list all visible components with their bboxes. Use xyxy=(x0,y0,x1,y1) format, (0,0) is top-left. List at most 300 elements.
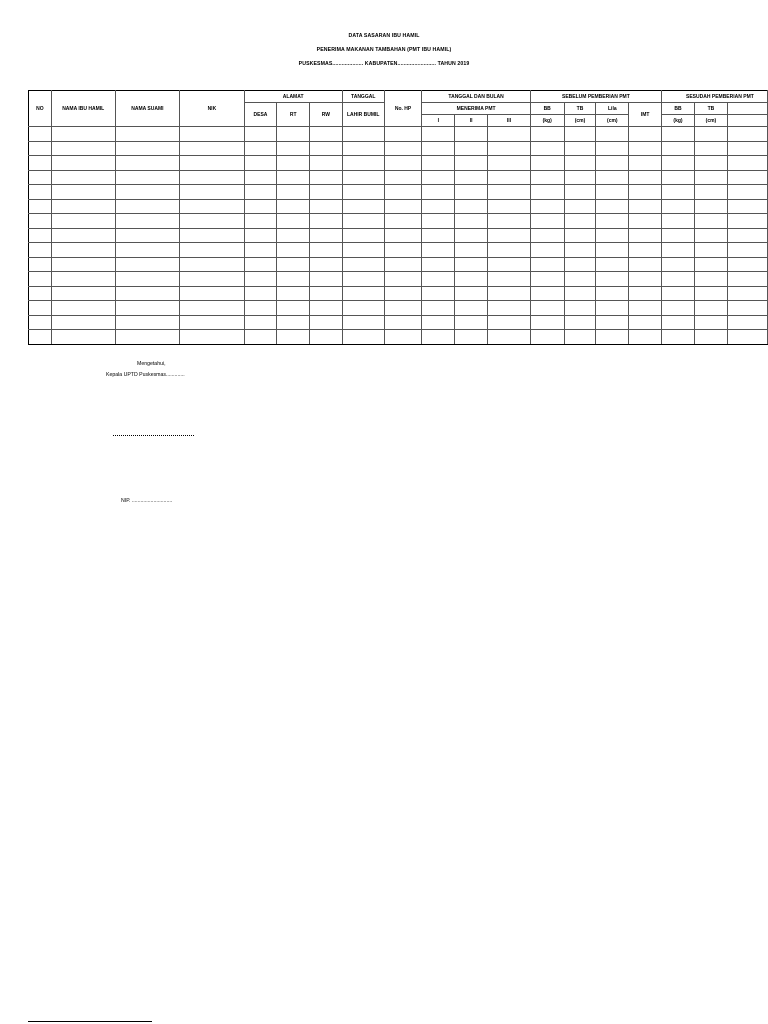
table-cell xyxy=(694,243,727,258)
table-cell xyxy=(180,272,244,287)
table-row xyxy=(29,257,768,272)
table-cell xyxy=(530,214,564,229)
table-cell xyxy=(662,286,695,301)
table-cell xyxy=(488,141,531,156)
table-cell xyxy=(488,228,531,243)
table-cell xyxy=(662,243,695,258)
table-cell xyxy=(115,315,180,330)
table-cell xyxy=(277,185,310,200)
header-unit-cm-tb-after: (cm) xyxy=(694,115,727,127)
table-cell xyxy=(422,214,455,229)
table-cell xyxy=(244,272,277,287)
header-desa: DESA xyxy=(244,103,277,127)
table-cell xyxy=(51,170,115,185)
table-cell xyxy=(244,257,277,272)
table-cell xyxy=(564,199,596,214)
table-cell xyxy=(384,272,422,287)
table-cell xyxy=(662,156,695,171)
table-cell xyxy=(727,228,767,243)
table-cell xyxy=(530,272,564,287)
table-cell xyxy=(596,315,629,330)
table-cell xyxy=(244,315,277,330)
table-cell xyxy=(530,141,564,156)
table-cell xyxy=(180,127,244,142)
table-cell xyxy=(29,228,52,243)
table-cell xyxy=(277,199,310,214)
table-cell xyxy=(29,156,52,171)
table-cell xyxy=(455,301,488,316)
table-cell xyxy=(115,272,180,287)
table-cell xyxy=(115,243,180,258)
table-cell xyxy=(694,257,727,272)
table-cell xyxy=(629,315,662,330)
title-sub: PENERIMA MAKANAN TAMBAHAN (PMT IBU HAMIL) xyxy=(316,47,452,53)
signature-nip: NIP. ............................ xyxy=(121,498,173,504)
table-cell xyxy=(530,185,564,200)
header-no-hp: No. HP xyxy=(384,91,422,127)
table-cell xyxy=(277,156,310,171)
table-row xyxy=(29,214,768,229)
table-cell xyxy=(277,228,310,243)
table-cell xyxy=(29,199,52,214)
table-cell xyxy=(310,315,343,330)
table-cell xyxy=(310,228,343,243)
table-cell xyxy=(277,301,310,316)
header-sebelum-pemberian-pmt: SEBELUM PEMBERIAN PMT xyxy=(530,91,661,103)
table-cell xyxy=(694,214,727,229)
table-cell xyxy=(51,127,115,142)
header-rw: RW xyxy=(310,103,343,127)
table-cell xyxy=(727,243,767,258)
table-cell xyxy=(244,170,277,185)
table-cell xyxy=(180,228,244,243)
table-row xyxy=(29,272,768,287)
table-cell xyxy=(455,185,488,200)
table-cell xyxy=(596,228,629,243)
table-row xyxy=(29,199,768,214)
table-cell xyxy=(244,228,277,243)
table-row xyxy=(29,170,768,185)
table-cell xyxy=(51,286,115,301)
table-cell xyxy=(629,170,662,185)
table-cell xyxy=(694,199,727,214)
table-cell xyxy=(727,156,767,171)
table-cell xyxy=(180,243,244,258)
table-cell xyxy=(115,330,180,345)
table-cell xyxy=(564,315,596,330)
table-cell xyxy=(51,214,115,229)
table-body xyxy=(29,127,768,345)
table-cell xyxy=(596,301,629,316)
table-cell xyxy=(629,257,662,272)
header-rt: RT xyxy=(277,103,310,127)
table-cell xyxy=(422,243,455,258)
table-cell xyxy=(455,156,488,171)
table-cell xyxy=(455,272,488,287)
table-cell xyxy=(342,214,384,229)
table-cell xyxy=(694,156,727,171)
table-cell xyxy=(662,330,695,345)
table-cell xyxy=(384,301,422,316)
table-cell xyxy=(694,170,727,185)
table-cell xyxy=(115,214,180,229)
table-cell xyxy=(29,301,52,316)
table-cell xyxy=(629,185,662,200)
table-cell xyxy=(51,185,115,200)
table-cell xyxy=(564,286,596,301)
table-cell xyxy=(51,315,115,330)
table-cell xyxy=(51,301,115,316)
table-cell xyxy=(29,243,52,258)
table-cell xyxy=(342,301,384,316)
table-cell xyxy=(384,185,422,200)
table-cell xyxy=(596,156,629,171)
header-pmt-ii: II xyxy=(455,115,488,127)
table-cell xyxy=(564,301,596,316)
table-cell xyxy=(310,214,343,229)
table-row xyxy=(29,286,768,301)
table-cell xyxy=(629,301,662,316)
table-cell xyxy=(342,272,384,287)
table-cell xyxy=(455,199,488,214)
table-cell xyxy=(180,156,244,171)
table-cell xyxy=(488,243,531,258)
table-cell xyxy=(694,272,727,287)
table-cell xyxy=(277,272,310,287)
table-cell xyxy=(488,127,531,142)
table-cell xyxy=(564,141,596,156)
header-bb-after: BB xyxy=(662,103,695,115)
table-cell xyxy=(694,330,727,345)
table-cell xyxy=(310,156,343,171)
table-cell xyxy=(694,185,727,200)
table-cell xyxy=(422,141,455,156)
table-cell xyxy=(629,127,662,142)
table-cell xyxy=(488,286,531,301)
table-cell xyxy=(694,301,727,316)
header-pmt-i: I xyxy=(422,115,455,127)
table-cell xyxy=(488,199,531,214)
table-cell xyxy=(727,185,767,200)
table-cell xyxy=(422,156,455,171)
table-cell xyxy=(29,257,52,272)
table-cell xyxy=(455,257,488,272)
table-cell xyxy=(662,141,695,156)
table-cell xyxy=(596,141,629,156)
table-cell xyxy=(727,141,767,156)
table-cell xyxy=(180,170,244,185)
table-cell xyxy=(662,185,695,200)
table-cell xyxy=(564,185,596,200)
header-menerima-pmt: MENERIMA PMT xyxy=(422,103,530,115)
table-cell xyxy=(488,257,531,272)
table-cell xyxy=(564,272,596,287)
title-location: PUSKESMAS.................... KABUPATEN......................... TAHUN 2019 xyxy=(298,61,470,67)
table-cell xyxy=(629,286,662,301)
header-after-extra xyxy=(727,103,767,115)
table-cell xyxy=(180,286,244,301)
header-tb-after: TB xyxy=(694,103,727,115)
table-cell xyxy=(51,243,115,258)
table-cell xyxy=(596,286,629,301)
table-cell xyxy=(596,272,629,287)
table-cell xyxy=(342,185,384,200)
table-cell xyxy=(629,156,662,171)
table-cell xyxy=(29,127,52,142)
table-cell xyxy=(51,199,115,214)
table-cell xyxy=(422,228,455,243)
table-cell xyxy=(244,286,277,301)
table-cell xyxy=(530,127,564,142)
header-unit-kg-before: (kg) xyxy=(530,115,564,127)
header-bb-before: BB xyxy=(530,103,564,115)
table-cell xyxy=(384,243,422,258)
table-cell xyxy=(29,330,52,345)
table-cell xyxy=(310,286,343,301)
table-cell xyxy=(384,315,422,330)
table-cell xyxy=(384,330,422,345)
table-cell xyxy=(455,228,488,243)
table-cell xyxy=(310,301,343,316)
table-cell xyxy=(244,141,277,156)
header-sesudah-pemberian-pmt: SESUDAH PEMBERIAN PMT xyxy=(662,91,768,103)
table-cell xyxy=(596,257,629,272)
table-cell xyxy=(727,330,767,345)
table-cell xyxy=(564,243,596,258)
table-cell xyxy=(694,286,727,301)
header-lila-before: Lila xyxy=(596,103,629,115)
table-cell xyxy=(29,170,52,185)
table-cell xyxy=(244,243,277,258)
signature-kepala-puskesmas: Kepala UPTD Puskesmas............. xyxy=(106,372,185,378)
table-cell xyxy=(384,127,422,142)
header-unit-cm-tb-before: (cm) xyxy=(564,115,596,127)
table-cell xyxy=(564,330,596,345)
table-cell xyxy=(564,170,596,185)
table-cell xyxy=(564,257,596,272)
table-cell xyxy=(244,330,277,345)
table-cell xyxy=(310,272,343,287)
table-cell xyxy=(277,170,310,185)
table-cell xyxy=(180,257,244,272)
table-cell xyxy=(244,185,277,200)
table-cell xyxy=(342,330,384,345)
table-cell xyxy=(244,214,277,229)
table-cell xyxy=(384,170,422,185)
table-cell xyxy=(310,243,343,258)
table-cell xyxy=(384,257,422,272)
title-main: DATA SASARAN IBU HAMIL xyxy=(348,33,420,39)
table-cell xyxy=(455,243,488,258)
table-cell xyxy=(455,170,488,185)
table-cell xyxy=(694,141,727,156)
table-cell xyxy=(180,301,244,316)
table-cell xyxy=(596,214,629,229)
footer-rule xyxy=(28,1021,152,1022)
table-cell xyxy=(727,214,767,229)
table-cell xyxy=(29,272,52,287)
table-cell xyxy=(310,185,343,200)
table-cell xyxy=(115,127,180,142)
pmt-data-table-container xyxy=(28,90,768,350)
table-cell xyxy=(455,214,488,229)
table-cell xyxy=(530,301,564,316)
table-cell xyxy=(564,228,596,243)
table-cell xyxy=(310,127,343,142)
table-cell xyxy=(310,257,343,272)
signature-mengetahui: Mengetahui, xyxy=(137,361,166,367)
table-cell xyxy=(342,127,384,142)
table-cell xyxy=(629,272,662,287)
table-cell xyxy=(342,141,384,156)
table-row xyxy=(29,243,768,258)
table-cell xyxy=(244,199,277,214)
header-unit-cm-lila-before: (cm) xyxy=(596,115,629,127)
header-nama-ibu-hamil: NAMA IBU HAMIL xyxy=(51,91,115,127)
table-cell xyxy=(662,127,695,142)
header-lahir-bumil: LAHIR BUMIL xyxy=(342,103,384,127)
table-cell xyxy=(727,127,767,142)
table-cell xyxy=(455,286,488,301)
table-cell xyxy=(244,301,277,316)
table-cell xyxy=(422,272,455,287)
table-cell xyxy=(51,156,115,171)
table-cell xyxy=(310,330,343,345)
table-cell xyxy=(422,127,455,142)
table-cell xyxy=(180,315,244,330)
table-cell xyxy=(629,330,662,345)
table-cell xyxy=(662,272,695,287)
table-row xyxy=(29,301,768,316)
table-cell xyxy=(115,141,180,156)
table-cell xyxy=(244,156,277,171)
table-cell xyxy=(277,330,310,345)
table-cell xyxy=(310,199,343,214)
table-cell xyxy=(342,286,384,301)
table-cell xyxy=(530,243,564,258)
table-cell xyxy=(115,257,180,272)
table-cell xyxy=(629,243,662,258)
table-cell xyxy=(422,170,455,185)
table-cell xyxy=(662,315,695,330)
header-unit-kg-after: (kg) xyxy=(662,115,695,127)
table-cell xyxy=(115,156,180,171)
table-cell xyxy=(488,185,531,200)
table-row xyxy=(29,156,768,171)
table-row xyxy=(29,315,768,330)
header-imt-before: IMT xyxy=(629,103,662,127)
header-alamat: ALAMAT xyxy=(244,91,342,103)
table-row xyxy=(29,185,768,200)
table-cell xyxy=(530,286,564,301)
table-cell xyxy=(180,199,244,214)
table-cell xyxy=(564,127,596,142)
table-cell xyxy=(180,330,244,345)
table-cell xyxy=(662,214,695,229)
table-cell xyxy=(51,272,115,287)
table-cell xyxy=(277,214,310,229)
signature-name-line xyxy=(113,435,194,436)
pmt-data-table xyxy=(28,90,768,345)
table-cell xyxy=(596,243,629,258)
table-cell xyxy=(115,286,180,301)
table-cell xyxy=(115,301,180,316)
header-nama-suami: NAMA SUAMI xyxy=(115,91,180,127)
header-nik: NIK xyxy=(180,91,244,127)
table-cell xyxy=(422,185,455,200)
table-cell xyxy=(694,315,727,330)
table-cell xyxy=(51,330,115,345)
table-cell xyxy=(51,257,115,272)
table-cell xyxy=(342,243,384,258)
table-cell xyxy=(629,228,662,243)
table-cell xyxy=(488,170,531,185)
table-cell xyxy=(727,257,767,272)
table-cell xyxy=(727,170,767,185)
table-cell xyxy=(115,199,180,214)
table-cell xyxy=(596,199,629,214)
table-cell xyxy=(530,228,564,243)
header-tb-before: TB xyxy=(564,103,596,115)
table-cell xyxy=(384,214,422,229)
table-cell xyxy=(596,185,629,200)
table-cell xyxy=(180,214,244,229)
table-cell xyxy=(488,330,531,345)
table-cell xyxy=(51,228,115,243)
table-cell xyxy=(662,228,695,243)
table-cell xyxy=(629,141,662,156)
table-cell xyxy=(244,127,277,142)
table-cell xyxy=(384,199,422,214)
table-cell xyxy=(180,141,244,156)
table-row xyxy=(29,330,768,345)
table-cell xyxy=(488,214,531,229)
table-cell xyxy=(564,214,596,229)
table-cell xyxy=(180,185,244,200)
table-cell xyxy=(29,286,52,301)
table-cell xyxy=(277,315,310,330)
table-cell xyxy=(530,330,564,345)
table-cell xyxy=(694,127,727,142)
table-cell xyxy=(596,170,629,185)
table-cell xyxy=(727,272,767,287)
table-cell xyxy=(596,127,629,142)
table-row xyxy=(29,228,768,243)
table-cell xyxy=(29,141,52,156)
table-row xyxy=(29,127,768,142)
table-cell xyxy=(530,156,564,171)
table-cell xyxy=(384,156,422,171)
table-cell xyxy=(384,286,422,301)
table-cell xyxy=(51,141,115,156)
table-cell xyxy=(530,315,564,330)
header-no: NO xyxy=(29,91,52,127)
table-cell xyxy=(29,315,52,330)
table-cell xyxy=(277,286,310,301)
table-cell xyxy=(530,257,564,272)
table-cell xyxy=(277,141,310,156)
table-cell xyxy=(115,228,180,243)
table-cell xyxy=(342,156,384,171)
header-unit-after-extra xyxy=(727,115,767,127)
table-cell xyxy=(342,170,384,185)
table-cell xyxy=(422,301,455,316)
table-cell xyxy=(422,330,455,345)
table-cell xyxy=(488,156,531,171)
header-pmt-iii: III xyxy=(488,115,531,127)
table-cell xyxy=(662,257,695,272)
table-cell xyxy=(277,127,310,142)
